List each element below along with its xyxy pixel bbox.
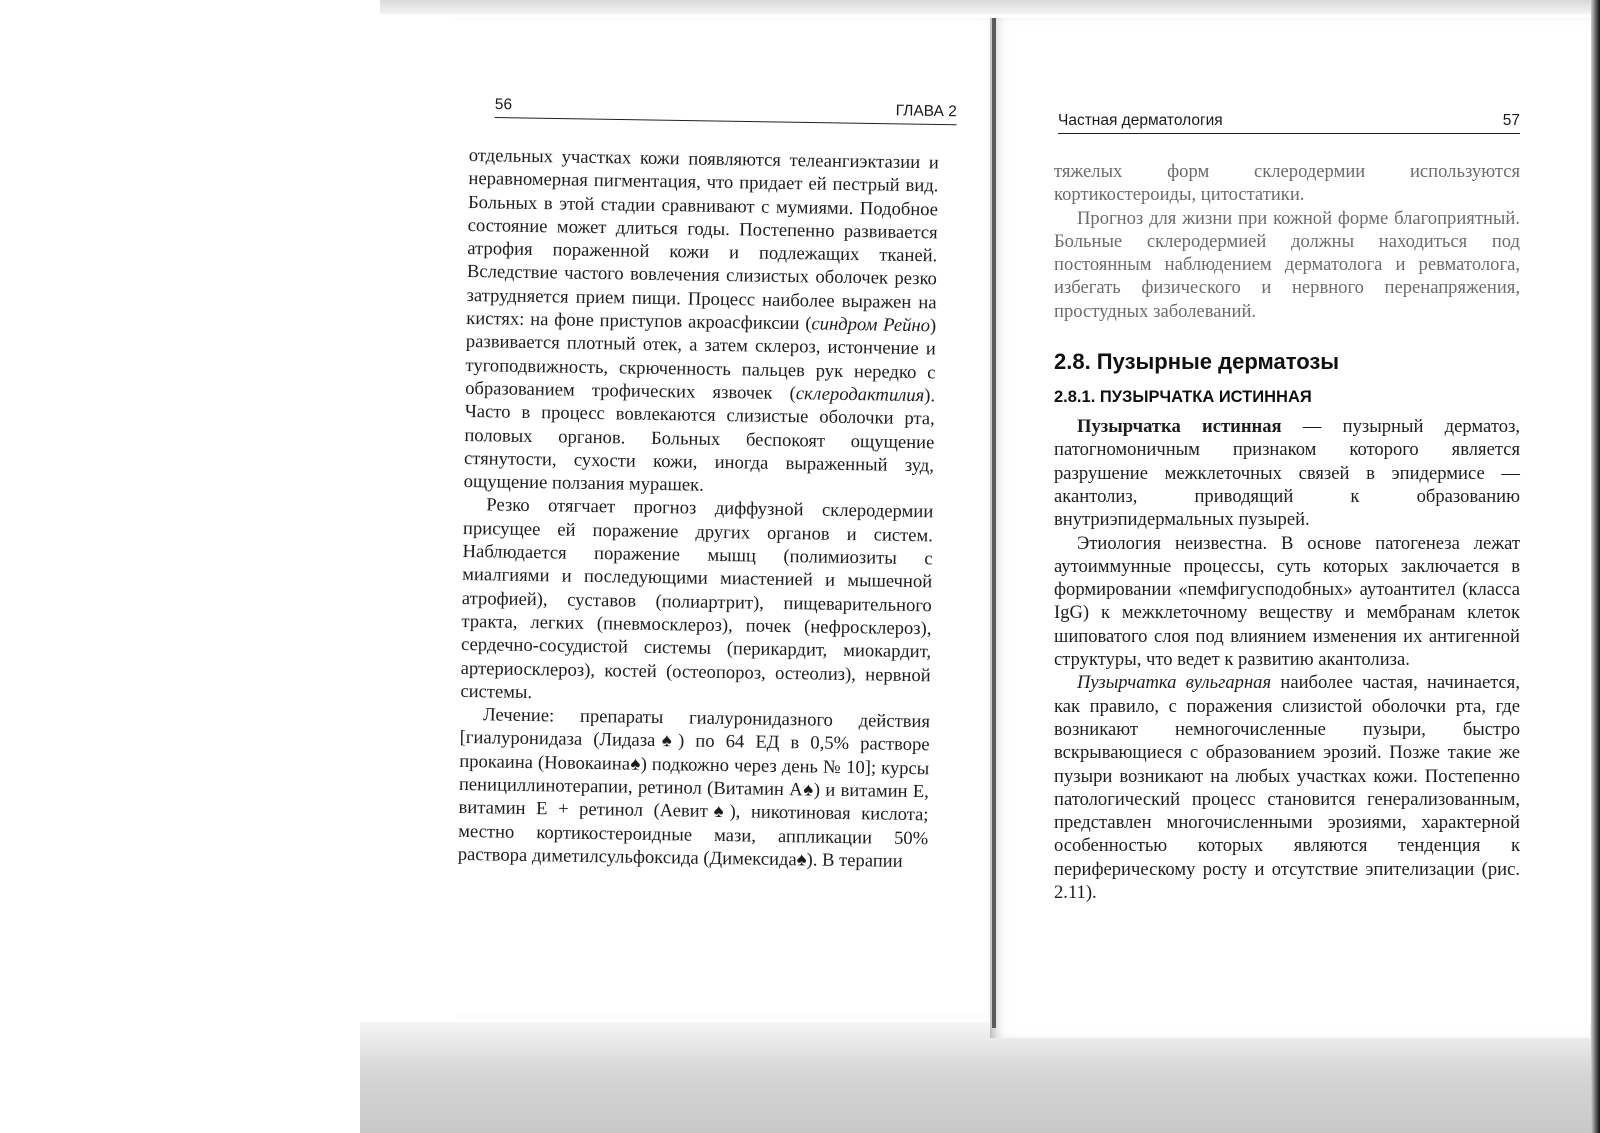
term-pemphigus-vulgaris: Пузырчатка вульгарная <box>1077 672 1272 694</box>
left-running-head: ГЛАВА 2 <box>895 102 957 121</box>
book-gutter <box>992 18 996 1028</box>
section-title: 2.8. Пузырные дерматозы <box>1054 349 1340 375</box>
right-page-header <box>1058 112 1520 134</box>
left-page <box>455 18 1000 1018</box>
right-page-text <box>1054 160 1520 904</box>
left-paragraph-1: отдельных участках кожи появляются телеангиэктазии и неравномерная пигментация, что придает ей пестрый вид. Больных в этой стадии сравнивают с мумиями. Подобное состояние может длиться годы. Постепенно развивается атрофия пораженной кожи и подлежащих тканей. Вследствие частого вовлечения слизистых оболочек резко затрудняется прием пищи. Процесс наиболее выражен на кистях: на фоне приступов акроасфиксии (синдром Рейно) развивается плотный отек, а затем склероз, истончение и тугоподвижность, скрюченность пальцев рук нередко с образованием трофических язвочек (склеродактилия). Часто в процесс вовлекаются слизистые оболочки рта, половых органов. Больных беспокоят ощущение стянутости, сухости кожи, иногда выраженный зуд, ощущение ползания мурашек. <box>463 144 939 496</box>
term-sclerodactyly: склеродактилия <box>795 383 925 407</box>
scan-edge-top <box>380 0 1600 14</box>
term-pemphigus: Пузырчатка истинная <box>1077 416 1282 438</box>
left-page-number: 56 <box>494 96 513 114</box>
subsection-title: 2.8.1. ПУЗЫРЧАТКА ИСТИННАЯ <box>1054 388 1312 407</box>
left-page-header <box>495 96 957 125</box>
right-page <box>990 18 1590 1038</box>
left-paragraph-3: Лечение: препараты гиалуронидазного действия [гиалуронидаза (Лидаза♠) по 64 ЕД в 0,5% растворе прокаина (Новокаина♠) подкожно через день № 10]; курсы пенициллинотерапии, ретинол (Витамин А♠) и витамин Е, витамин Е + ретинол (Аевит♠), никотиновая кислота; местно кортикостероидные мази, аппликации 50% раствора диметилсульфоксида (Димексида♠). В терапии <box>457 704 931 872</box>
scan-edge-right <box>1591 0 1600 1133</box>
etiology-paragraph: Этиология неизвестна. В основе патогенеза лежат аутоиммунные процессы, суть которых заключается в формировании «пемфигусподобных» аутоантител (класса IgG) к межклеточному веществу и мембранам клеток шиповатого слоя под влиянием изменения их антигенной структуры, что ведет к развитию акантолиза. <box>1054 532 1520 671</box>
left-paragraph-2: Резко отягчает прогноз диффузной склеродермии присущее ей поражение других органов и систем. Наблюдается поражение мышц (полимиозиты с миалгиями и последующими миастенией и мышечной атрофией), суставов (полиартрит), пищеварительного тракта, легких (пневмосклероз), почек (нефросклероз), сердечно-сосудистой системы (перикардит, миокардит, артериосклероз), костей (остеопороз, остеолиз), нервной системы. <box>460 494 934 703</box>
definition-paragraph: Пузырчатка истинная — пузырный дерматоз, патогномоничным признаком которого является разрушение межклеточных связей в эпидермисе — акантолиз, приводящий к образованию внутриэпидермальных пузырей. <box>1054 416 1520 531</box>
right-running-head: Частная дерматология <box>1058 112 1223 129</box>
left-page-text <box>458 144 939 873</box>
vulgar-paragraph: Пузырчатка вульгарная наиболее частая, начинается, как правило, с поражения слизистой оболочки рта, где возникают немногочисленные пузыри, быстро вскрывающиеся с образованием эрозий. Позже такие же пузыри возникают на любых участках кожи. Постепенно патологический процесс становится генерализованным, представлен многочисленными эрозиями, характерной особенностью которых являются тенденция к периферическому росту и отсутствие эпителизации (рис. 2.11). <box>1054 672 1520 904</box>
term-raynaud: синдром Рейно <box>811 313 931 337</box>
right-page-number: 57 <box>1502 112 1520 129</box>
right-paragraph-1: тяжелых форм склеродермии используются кортикостероиды, цитостатики. <box>1054 161 1520 206</box>
right-paragraph-2: Прогноз для жизни при кожной форме благоприятный. Больные склеродермией должны находиться под постоянным наблюдением дерматолога и ревматолога, избегать физического и нервного перенапряжения, простудных заболеваний. <box>1054 207 1520 322</box>
scan-shadow-bottom <box>360 1022 1600 1133</box>
